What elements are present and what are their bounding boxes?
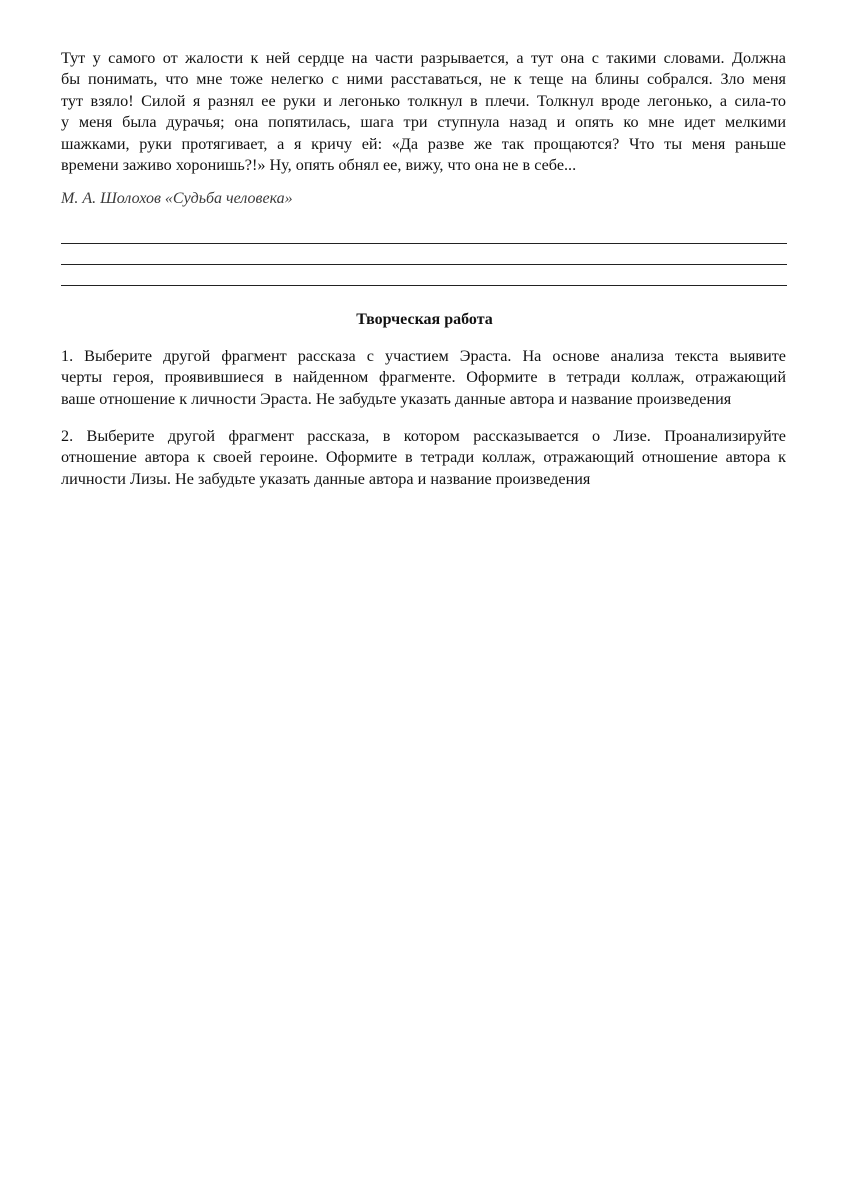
answer-line xyxy=(61,285,787,286)
quote-attribution: М. А. Шолохов «Судьба человека» xyxy=(61,190,293,207)
answer-line xyxy=(61,264,787,265)
task-line: ваше отношение к личности Эраста. Не забудьте указать данные автора и название произведения xyxy=(61,389,732,408)
quote-line: шажками, руки протягивает, а я кричу ей: «Да разве же так прощаются? Что ты меня раньше xyxy=(61,134,786,153)
task-item-1 xyxy=(61,346,786,410)
task-line: 2. Выберите другой фрагмент рассказа, в котором рассказывается о Лизе. Проанализируйте xyxy=(61,427,786,445)
quote-line: у меня была дурачья; она попятилась, шага три ступнула назад и опять ко мне идет мелкими xyxy=(61,113,786,132)
task-line: черты героя, проявившиеся в найденном фрагменте. Оформите в тетради коллаж, отражающий xyxy=(61,368,786,387)
task-line: личности Лизы. Не забудьте указать данные автора и название произведения xyxy=(61,469,591,488)
quote-line: тут взяло! Силой я разнял ее руки и легонько толкнул в плечи. Толкнул вроде легонько, а сила-то xyxy=(61,91,786,110)
task-item-2 xyxy=(61,426,786,490)
task-line: 1. Выберите другой фрагмент рассказа с участием Эраста. На основе анализа текста выявите xyxy=(61,347,786,365)
quote-line: Тут у самого от жалости к ней сердце на части разрывается, а тут она с такими словами. Должна xyxy=(61,49,786,67)
section-title: Творческая работа xyxy=(356,311,493,328)
task-line: отношение автора к своей героине. Оформите в тетради коллаж, отражающий отношение автора к xyxy=(61,448,786,467)
answer-line xyxy=(61,243,787,244)
quote-line: бы понимать, что мне тоже нелегко с ними расставаться, не к теще на блины собрался. Зло меня xyxy=(61,70,786,89)
answer-lines xyxy=(61,243,787,306)
quote-paragraph xyxy=(61,48,786,176)
quote-line: времени заживо хоронишь?!» Ну, опять обнял ее, вижу, что она не в себе... xyxy=(61,156,577,175)
